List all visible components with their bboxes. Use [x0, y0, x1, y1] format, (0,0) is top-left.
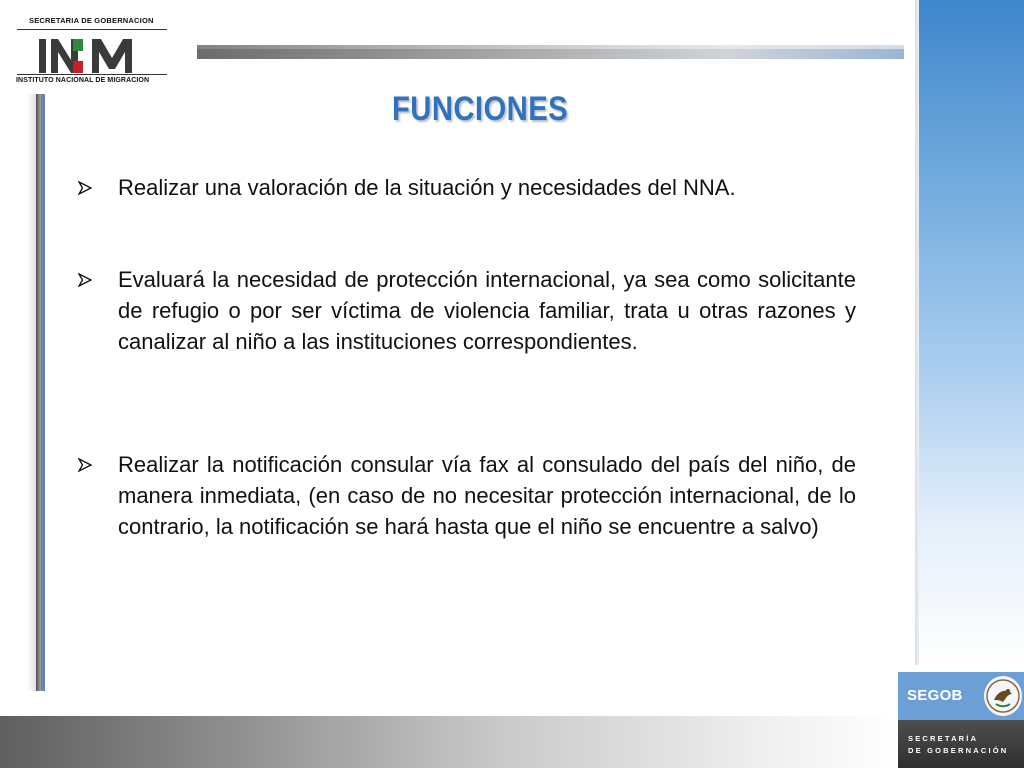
bullet-text: Realizar una valoración de la situación y necesidades del NNA.: [118, 175, 736, 200]
right-blue-band: [919, 0, 1024, 665]
logo-bottom-text: INSTITUTO NACIONAL DE MIGRACION: [16, 77, 150, 84]
inm-logo-mark: [37, 36, 147, 78]
segob-line-2: DE GOBERNACIÓN: [908, 746, 1009, 755]
coat-of-arms-icon: [984, 676, 1022, 716]
arrow-bullet-icon: [78, 273, 92, 287]
segob-line-1: SECRETARÍA: [908, 734, 979, 743]
logo-divider-bottom: [17, 74, 167, 75]
header-bar-highlight: [197, 45, 904, 49]
logo-divider-top: [17, 29, 167, 30]
segob-footer: [898, 720, 1024, 768]
slide-title: FUNCIONES: [392, 90, 569, 128]
segob-label: SEGOB: [907, 687, 963, 704]
footer-bar: [0, 716, 897, 768]
inm-logo: [15, 14, 168, 88]
eagle-emblem-icon: [984, 676, 1022, 716]
arrow-bullet-icon: [78, 181, 92, 195]
bullet-text: Evaluará la necesidad de protección internacional, ya sea como solicitante de refugio o por ser víctima de violencia familiar, trata u otras razones y canalizar al niño a las instituciones correspondientes.: [118, 267, 856, 354]
left-bar-accent: [41, 94, 45, 691]
arrow-bullet-icon: [78, 458, 92, 472]
bullet-item: [78, 172, 856, 203]
bullet-item: [78, 449, 856, 542]
segob-logo: [898, 672, 1024, 768]
bullet-item: [78, 264, 856, 357]
bullet-text: Realizar la notificación consular vía fax al consulado del país del niño, de manera inmediata, (en caso de no necesitar protección internacional, de lo contrario, la notificación se hará hasta que el niño se encuentre a salvo): [118, 452, 856, 539]
left-bar-shadow: [27, 94, 36, 691]
logo-top-text: SECRETARIA DE GOBERNACION: [29, 16, 154, 25]
